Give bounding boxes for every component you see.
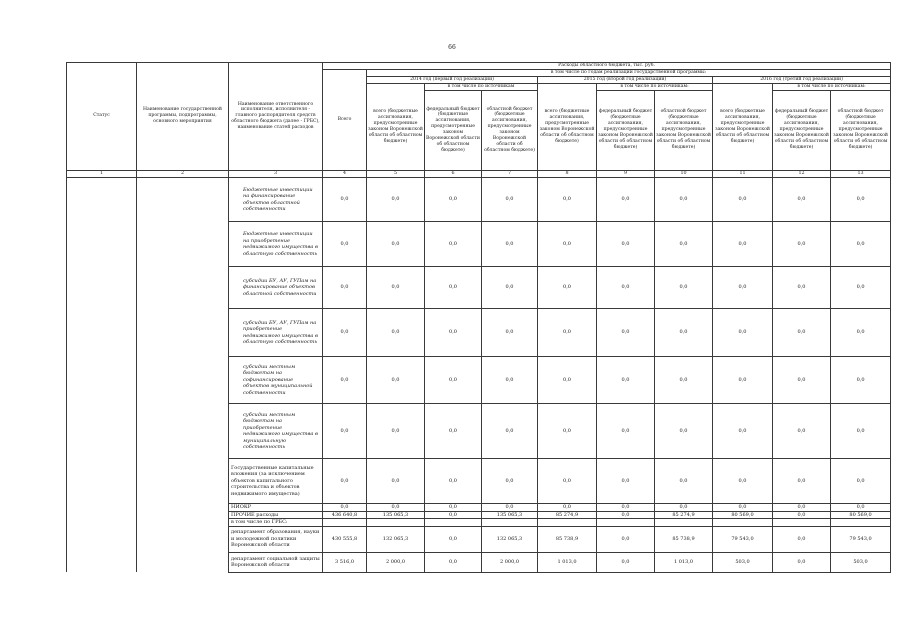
column-number-row (67, 170, 891, 177)
table-row (67, 178, 891, 222)
program-name-cell (137, 357, 229, 404)
value-cell: 85 738,9 (655, 526, 713, 552)
value-cell: 0,0 (482, 504, 538, 512)
program-name-cell (137, 552, 229, 572)
value-cell: 0,0 (831, 267, 891, 309)
table-row (67, 267, 891, 309)
col-number: 8 (538, 170, 597, 177)
value-cell: 0,0 (323, 357, 367, 404)
col-number: 11 (713, 170, 773, 177)
value-cell: 0,0 (367, 404, 425, 459)
value-cell: 0,0 (538, 357, 597, 404)
value-cell: 0,0 (773, 511, 831, 519)
value-cell: 1 013,0 (655, 552, 713, 572)
value-cell: 0,0 (773, 309, 831, 357)
value-cell: 0,0 (597, 222, 655, 267)
value-cell: 0,0 (367, 504, 425, 512)
value-cell: 0,0 (655, 504, 713, 512)
expense-item-label: Государственные капитальные вложения (за исключением объектов капитального строительства и объектов недвижимого имущества) (229, 459, 323, 504)
col-number: 10 (655, 170, 713, 177)
value-cell: 436 640,8 (323, 511, 367, 519)
y2016-all-header: всего (бюджетные ассигнования, предусмотренные законом Воронежской области об областном бюджете) (713, 83, 773, 170)
value-cell (597, 519, 655, 527)
status-cell (67, 526, 137, 552)
value-cell (323, 519, 367, 527)
value-cell (655, 519, 713, 527)
expense-item-label: департамент социальной защиты Воронежской области (229, 552, 323, 572)
table-row (67, 309, 891, 357)
value-cell: 0,0 (367, 267, 425, 309)
value-cell: 135 065,3 (367, 511, 425, 519)
value-cell: 85 274,9 (655, 511, 713, 519)
value-cell: 0,0 (773, 404, 831, 459)
year-2016-header: 2016 год (третий год реализации) (713, 76, 891, 83)
value-cell: 132 065,3 (367, 526, 425, 552)
value-cell: 0,0 (323, 459, 367, 504)
status-cell (67, 552, 137, 572)
value-cell: 0,0 (425, 267, 482, 309)
program-name-cell (137, 178, 229, 222)
status-cell (67, 222, 137, 267)
value-cell: 0,0 (425, 459, 482, 504)
value-cell: 0,0 (367, 459, 425, 504)
value-cell: 0,0 (425, 357, 482, 404)
value-cell: 0,0 (538, 404, 597, 459)
value-cell: 1 013,0 (538, 552, 597, 572)
program-name-cell (137, 404, 229, 459)
table-row (67, 519, 891, 527)
value-cell: 0,0 (713, 178, 773, 222)
table-row (67, 552, 891, 572)
value-cell: 0,0 (655, 309, 713, 357)
value-cell: 0,0 (425, 178, 482, 222)
expense-item-label: субсидии местным бюджетам на приобретение недвижимого имущества в муниципальную собственность (229, 404, 323, 459)
value-cell: 0,0 (425, 309, 482, 357)
expense-item-label: субсидии БУ, АУ, ГУПам на финансирование объектов областной собственности (229, 267, 323, 309)
value-cell: 0,0 (323, 504, 367, 512)
value-cell: 0,0 (482, 357, 538, 404)
col-number: 3 (229, 170, 323, 177)
value-cell: 0,0 (713, 357, 773, 404)
status-cell (67, 511, 137, 519)
value-cell: 0,0 (773, 459, 831, 504)
value-cell: 0,0 (713, 309, 773, 357)
value-cell: 0,0 (538, 459, 597, 504)
value-cell: 0,0 (482, 178, 538, 222)
by-years-header: в том числе по годам реализации государственной программы: (367, 69, 891, 76)
value-cell: 0,0 (655, 267, 713, 309)
value-cell: 0,0 (425, 526, 482, 552)
page-number: 66 (448, 44, 456, 51)
program-name-cell (137, 267, 229, 309)
y2015-all-header: всего (бюджетные ассигнования, предусмотренные законом Воронежской области об областном бюджете) (538, 83, 597, 170)
value-cell: 0,0 (773, 222, 831, 267)
y2014-sources-header: в том числе по источникам (425, 83, 538, 90)
value-cell: 0,0 (323, 178, 367, 222)
program-name-cell (137, 519, 229, 527)
year-2015-header: 2015 год (второй год реализации) (538, 76, 713, 83)
value-cell: 0,0 (597, 357, 655, 404)
value-cell: 85 274,9 (538, 511, 597, 519)
value-cell (538, 519, 597, 527)
status-cell (67, 519, 137, 527)
value-cell: 0,0 (597, 504, 655, 512)
value-cell: 0,0 (831, 404, 891, 459)
expense-item-label: в том числе по ГРБС: (229, 519, 323, 527)
value-cell: 85 738,9 (538, 526, 597, 552)
table-row (67, 222, 891, 267)
value-cell: 80 569,0 (831, 511, 891, 519)
value-cell: 0,0 (367, 309, 425, 357)
y2016-sources-header: в том числе по источникам: (773, 83, 891, 90)
expense-item-label: ПРОЧИЕ расходы (229, 511, 323, 519)
value-cell: 0,0 (597, 267, 655, 309)
expense-item-label: Бюджетные инвестиции на приобретение недвижимого имущества в областную собственность (229, 222, 323, 267)
value-cell (482, 519, 538, 527)
value-cell (831, 519, 891, 527)
value-cell: 0,0 (367, 222, 425, 267)
table-row (67, 357, 891, 404)
status-cell (67, 459, 137, 504)
y2015-sources-header: в том числе по источникам: (597, 83, 713, 90)
value-cell: 0,0 (713, 504, 773, 512)
program-name-cell (137, 309, 229, 357)
expense-item-label: НИОКР (229, 504, 323, 512)
year-2014-header: 2014 год (первый год реализации) (367, 76, 538, 83)
value-cell: 0,0 (482, 222, 538, 267)
value-cell: 0,0 (323, 309, 367, 357)
program-name-cell (137, 504, 229, 512)
value-cell: 0,0 (367, 178, 425, 222)
value-cell: 503,0 (831, 552, 891, 572)
value-cell: 0,0 (831, 504, 891, 512)
status-cell (67, 178, 137, 222)
value-cell: 0,0 (773, 267, 831, 309)
value-cell: 0,0 (425, 504, 482, 512)
y2014-all-header: всего (бюджетные ассигнования, предусмотренные законом Воронежской области об областном бюджете) (367, 83, 425, 170)
table-row (67, 526, 891, 552)
value-cell: 135 065,3 (482, 511, 538, 519)
value-cell: 0,0 (323, 222, 367, 267)
program-name-cell (137, 511, 229, 519)
col-number: 13 (831, 170, 891, 177)
value-cell: 0,0 (425, 511, 482, 519)
value-cell: 0,0 (597, 309, 655, 357)
value-cell: 0,0 (425, 404, 482, 459)
value-cell: 0,0 (482, 404, 538, 459)
value-cell: 0,0 (538, 178, 597, 222)
value-cell: 0,0 (655, 222, 713, 267)
value-cell: 0,0 (773, 504, 831, 512)
table-row (67, 404, 891, 459)
program-name-cell (137, 459, 229, 504)
col-number: 2 (137, 170, 229, 177)
expense-item-label: субсидии местным бюджетам на софинансирование объектов муниципальной собственности (229, 357, 323, 404)
value-cell (425, 519, 482, 527)
value-cell (773, 519, 831, 527)
y2015-federal-header: федеральный бюджет (бюджетные ассигнования, предусмотренные законом Воронежской области об областном бюджете) (597, 90, 655, 170)
col-number: 9 (597, 170, 655, 177)
program-name-cell (137, 526, 229, 552)
value-cell: 503,0 (713, 552, 773, 572)
value-cell: 0,0 (655, 404, 713, 459)
value-cell: 0,0 (831, 357, 891, 404)
value-cell: 430 555,8 (323, 526, 367, 552)
value-cell: 0,0 (482, 309, 538, 357)
y2014-federal-header: федеральный бюджет (бюджетные ассигнования, предусмотренные законом Воронежской области об областном бюджете) (425, 90, 482, 170)
expenses-title: Расходы областного бюджета, тыс. руб. (323, 63, 891, 70)
value-cell: 0,0 (538, 267, 597, 309)
y2014-regional-header: областной бюджет (бюджетные ассигнования, предусмотренные законом Воронежской области об областном бюджете) (482, 90, 538, 170)
value-cell: 0,0 (538, 222, 597, 267)
program-name-header: Наименование государственной программы, подпрограммы, основного мероприятия (137, 63, 229, 171)
expense-item-label: департамент образования, науки и молодежной политики Воронежской области (229, 526, 323, 552)
value-cell: 79 543,0 (831, 526, 891, 552)
y2016-regional-header: областной бюджет (бюджетные ассигнования, предусмотренные законом Воронежской области об областном бюджете) (831, 90, 891, 170)
value-cell: 0,0 (597, 404, 655, 459)
value-cell: 0,0 (773, 552, 831, 572)
value-cell: 0,0 (597, 552, 655, 572)
value-cell: 2 000,0 (482, 552, 538, 572)
value-cell: 80 569,0 (713, 511, 773, 519)
program-name-cell (137, 222, 229, 267)
col-number: 12 (773, 170, 831, 177)
col-number: 5 (367, 170, 425, 177)
executor-header: Наименование ответственного исполнителя, исполнителя - главного распорядителя средств областного бюджета (далее - ГРБС), наименование статей расходов (229, 63, 323, 171)
value-cell: 0,0 (713, 459, 773, 504)
total-header: Всего (323, 69, 367, 170)
status-cell (67, 309, 137, 357)
table-row (67, 511, 891, 519)
value-cell: 0,0 (482, 459, 538, 504)
table-row (67, 459, 891, 504)
col-number: 1 (67, 170, 137, 177)
value-cell: 0,0 (425, 222, 482, 267)
status-cell (67, 404, 137, 459)
value-cell: 0,0 (713, 267, 773, 309)
value-cell: 0,0 (773, 526, 831, 552)
value-cell: 0,0 (597, 459, 655, 504)
value-cell: 0,0 (597, 511, 655, 519)
value-cell: 2 000,0 (367, 552, 425, 572)
header-row-1 (67, 63, 891, 70)
expense-item-label: Бюджетные инвестиции на финансирование объектов областной собственности (229, 178, 323, 222)
y2016-federal-header: федеральный бюджет (бюджетные ассигнования, предусмотренные законом Воронежской области об областном бюджете) (773, 90, 831, 170)
value-cell: 0,0 (538, 309, 597, 357)
col-number: 7 (482, 170, 538, 177)
expense-item-label: субсидии БУ, АУ, ГУПам на приобретение недвижимого имущества в областную собственность (229, 309, 323, 357)
value-cell: 0,0 (323, 267, 367, 309)
table-row (67, 504, 891, 512)
status-header: Статус (67, 63, 137, 171)
budget-table (66, 62, 891, 573)
value-cell: 0,0 (831, 178, 891, 222)
value-cell: 0,0 (773, 357, 831, 404)
value-cell: 0,0 (831, 222, 891, 267)
value-cell: 0,0 (773, 178, 831, 222)
value-cell: 0,0 (425, 552, 482, 572)
value-cell: 3 516,0 (323, 552, 367, 572)
value-cell: 0,0 (367, 357, 425, 404)
value-cell: 0,0 (713, 404, 773, 459)
col-number: 6 (425, 170, 482, 177)
value-cell: 0,0 (831, 309, 891, 357)
value-cell (713, 519, 773, 527)
value-cell: 0,0 (831, 459, 891, 504)
value-cell (367, 519, 425, 527)
value-cell: 0,0 (538, 504, 597, 512)
value-cell: 0,0 (713, 222, 773, 267)
y2015-regional-header: областной бюджет (бюджетные ассигнования, предусмотренные законом Воронежской области об областном бюджете) (655, 90, 713, 170)
status-cell (67, 267, 137, 309)
value-cell: 132 065,3 (482, 526, 538, 552)
status-cell (67, 357, 137, 404)
data-rows (67, 178, 891, 573)
value-cell: 0,0 (655, 178, 713, 222)
value-cell: 0,0 (482, 267, 538, 309)
value-cell: 0,0 (655, 357, 713, 404)
value-cell: 0,0 (597, 526, 655, 552)
value-cell: 0,0 (597, 178, 655, 222)
value-cell: 0,0 (323, 404, 367, 459)
value-cell: 79 543,0 (713, 526, 773, 552)
col-number: 4 (323, 170, 367, 177)
value-cell: 0,0 (655, 459, 713, 504)
status-cell (67, 504, 137, 512)
